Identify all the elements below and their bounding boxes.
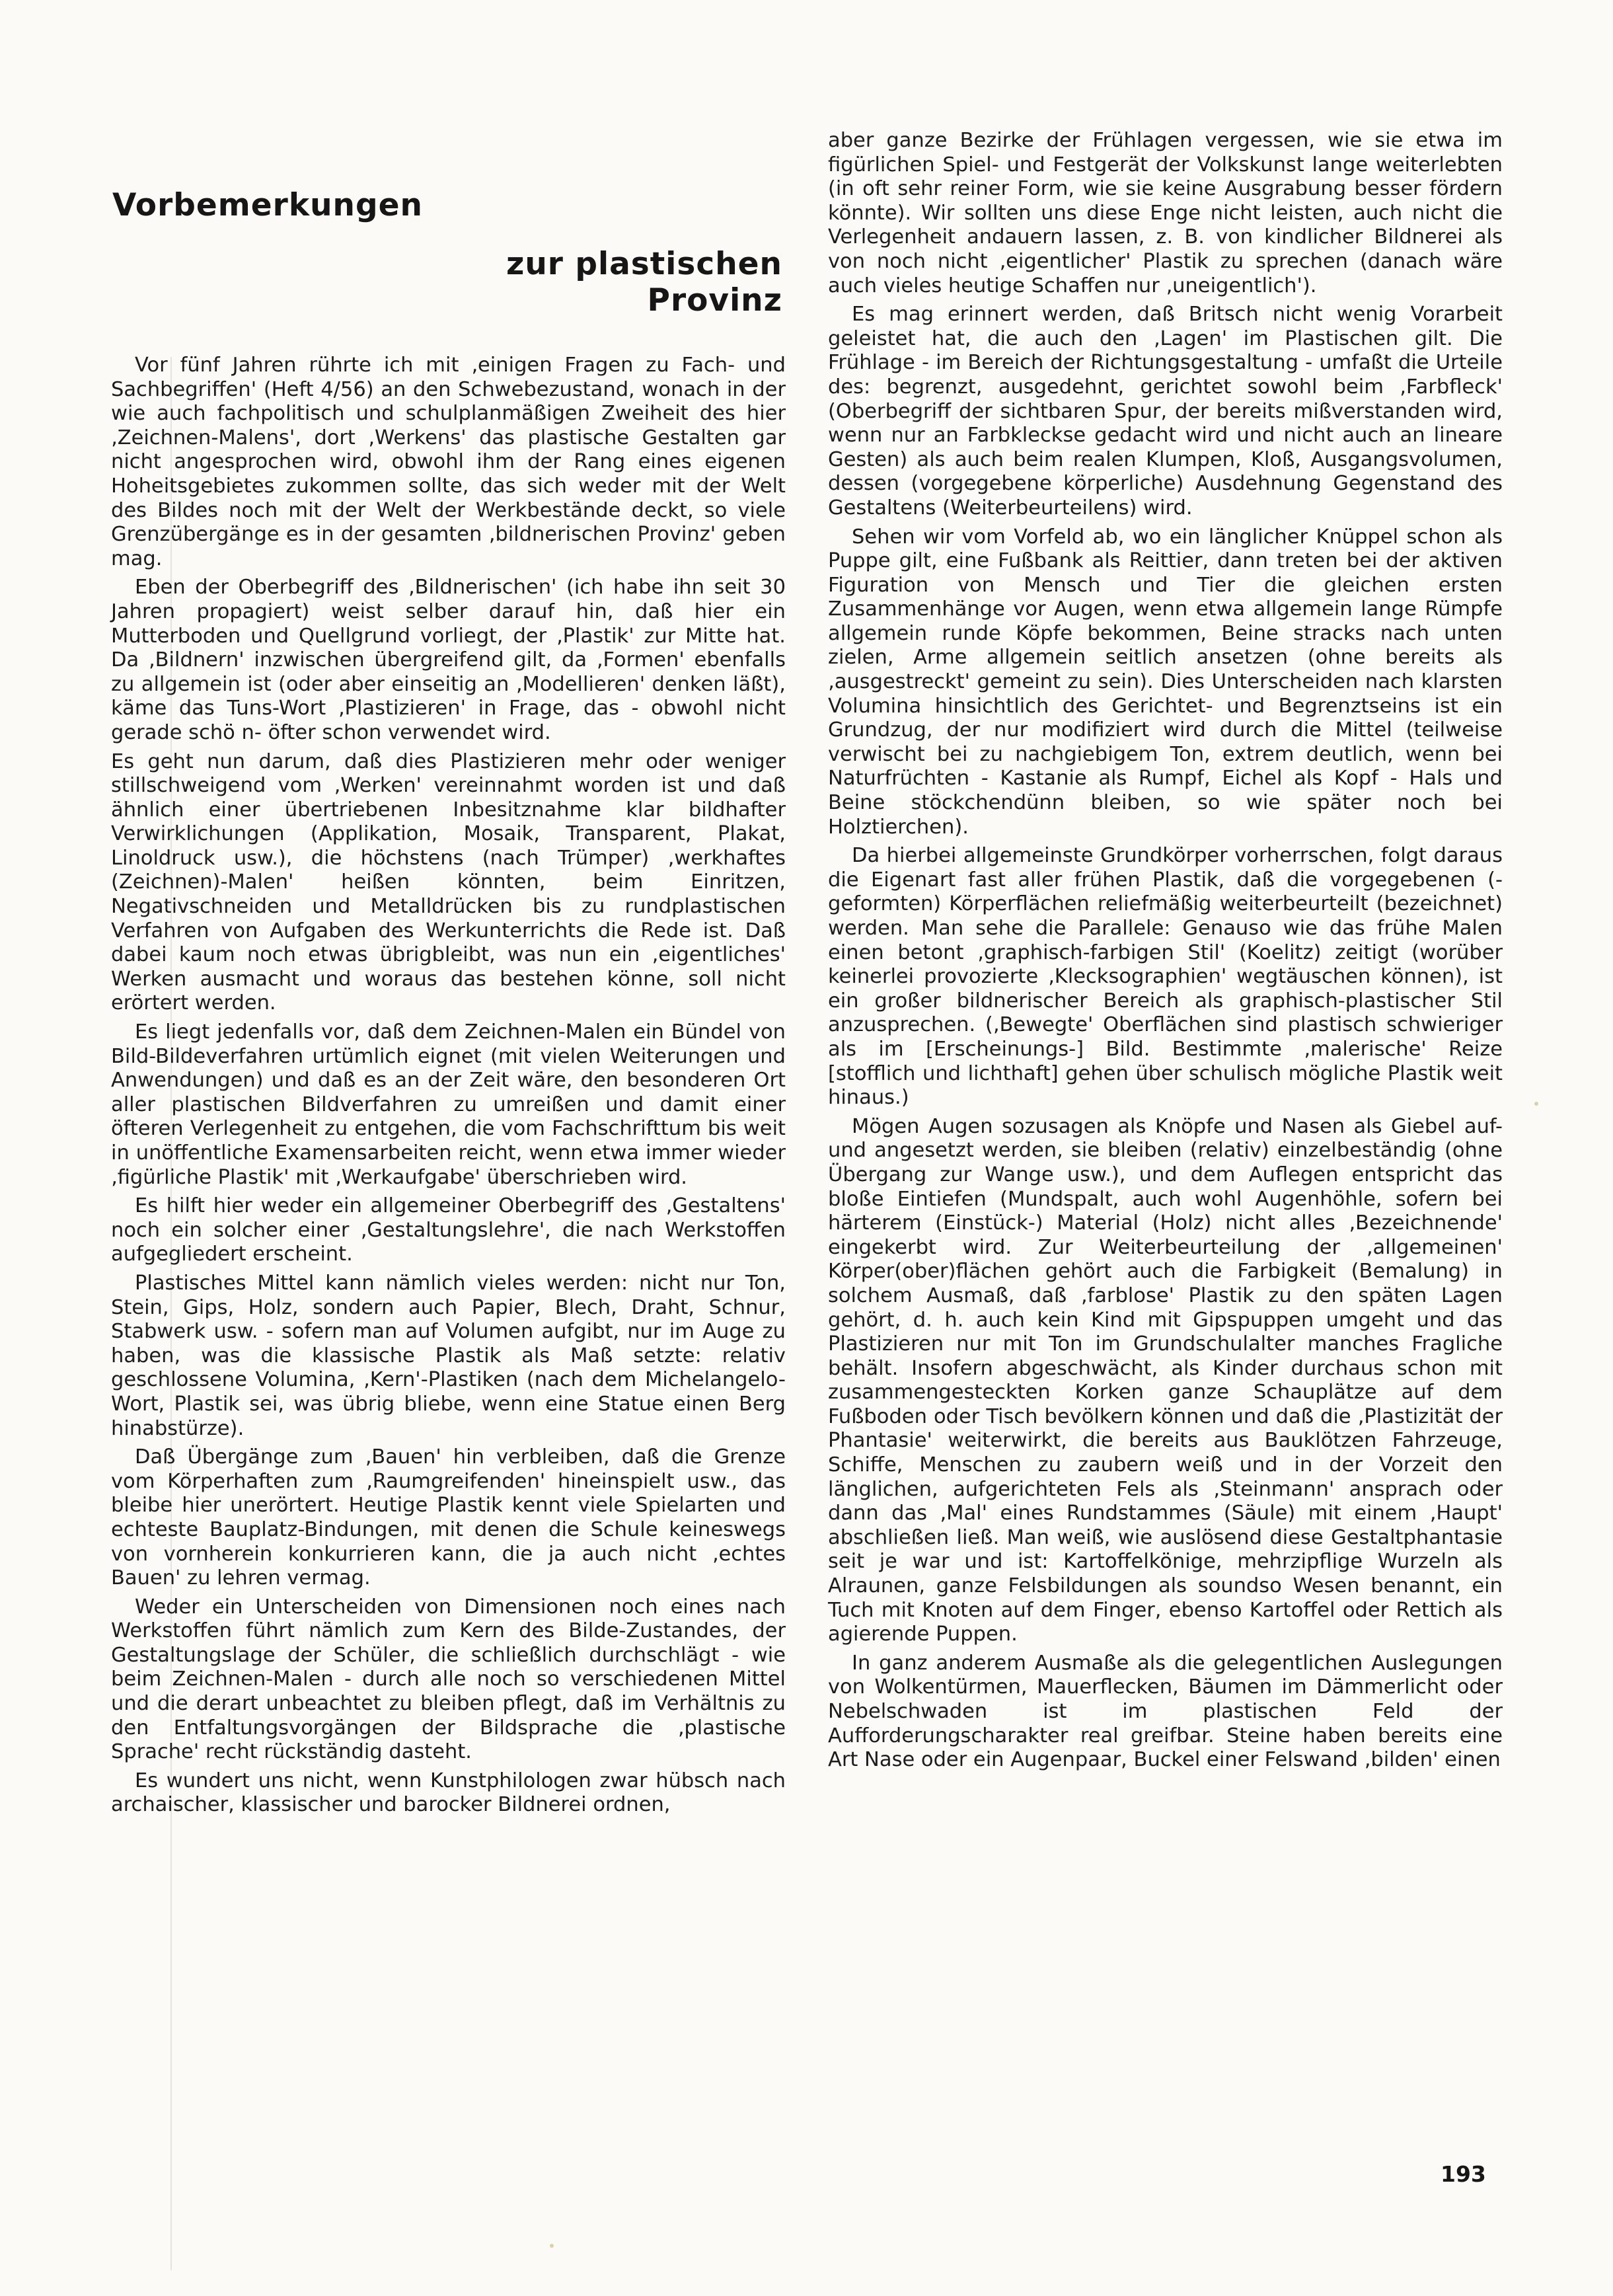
paragraph: Sehen wir vom Vorfeld ab, wo ein länglicher Knüppel schon als Puppe gilt, eine Fußbank als Reittier, dann treten bei der aktiven Figuration von Mensch und Tier die gleichen ersten Zusammenhänge vor Augen, wenn etwa allgemein lange Rümpfe allgemein runde Köpfe bekommen, Beine stracks nach unten zielen, Arme allgemein seitlich ansetzen (ohne bereits als ‚ausgestreckt' gemeint zu sein). Dies Unterscheiden nach klarsten Volumina hinsichtlich des Gerichtet- und Begrenztseins ist ein Grundzug, der nur modifiziert wird durch die Mittel (teilweise verwischt bei zu nachgiebigem Ton, extrem deutlich, wenn bei Naturfrüchten - Kastanie als Rumpf, Eichel als Kopf - Hals und Beine stöckchendünn bleiben, so wie später noch bei Holztierchen). xyxy=(828,525,1503,839)
paragraph: Mögen Augen sozusagen als Knöpfe und Nasen als Giebel auf- und angesetzt werden, sie bleiben (relativ) einzelbeständig (ohne Übergang zur Wange usw.), und dem Auflegen entspricht das bloße Eintiefen (Mundspalt, auch wohl Augenhöhle, sofern bei härterem (Einstück-) Material (Holz) nicht alles ‚Bezeichnende' eingekerbt wird. Zur Weiterbeurteilung der ‚allgemeinen' Körper(ober)flächen gehört auch die Farbigkeit (Bemalung) in solchem Ausmaß, daß ‚farblose' Plastik zu den späten Lagen gehört, d. h. auch kein Kind mit Gipspuppen umgeht und das Plastizieren nur mit Ton im Grundschulalter manches Fragliche behält. Insofern abgeschwächt, als Kinder durchaus schon mit zusammengesteckten Korken ganze Schauplätze auf dem Fußboden oder Tisch bevölkern können und daß die ‚Plastizität der Phantasie' weiterwirkt, die bereits aus Bauklötzen Fahrzeuge, Schiffe, Menschen zu zaubern weiß und in der Vorzeit den länglichen, aufgerichteten Fels als ‚Steinmann' ansprach oder dann das ‚Mal' eines Rundstammes (Säule) mit einem ‚Haupt' abschließen ließ. Man weiß, wie auslösend diese Gestaltphantasie seit je war und ist: Kartoffelkönige, mehrzipflige Wurzeln als Alraunen, ganze Felsbildungen als soundso Wesen benannt, ein Tuch mit Knoten auf dem Finger, ebenso Kartoffel oder Rettich als agierende Puppen. xyxy=(828,1114,1503,1646)
text-column-left xyxy=(111,354,786,1822)
paper-speck xyxy=(1534,1102,1538,1106)
paragraph: Es mag erinnert werden, daß Britsch nicht wenig Vorarbeit geleistet hat, die auch den ‚Lagen' im Plastischen gilt. Die Frühlage - im Bereich der Richtungsgestaltung - umfaßt die Urteile des: begrenzt, ausgedehnt, gerichtet sowohl beim ‚Farbfleck' (Oberbegriff der sichtbaren Spur, der bereits mißverstanden wird, wenn nur an Farbkleckse gedacht wird und nicht auch an lineare Gesten) als auch beim realen Klumpen, Kloß, Ausgangsvolumen, dessen (vorgegebene körperliche) Ausdehnung Gegenstand des Gestaltens (Weiterbeurteilens) wird. xyxy=(828,303,1503,519)
paragraph: Es wundert uns nicht, wenn Kunstphilologen zwar hübsch nach archaischer, klassischer und barocker Bildnerei ordnen, xyxy=(111,1769,786,1817)
paragraph: Plastisches Mittel kann nämlich vieles werden: nicht nur Ton, Stein, Gips, Holz, sondern auch Papier, Blech, Draht, Schnur, Stabwerk usw. - sofern man auf Volumen aufgibt, nur im Auge zu haben, was die klassische Plastik als Maß setzte: relativ geschlossene Volumina, ‚Kern'-Plastiken (nach dem Michelangelo-Wort, Plastik sei, was übrig bliebe, wenn eine Statue einen Berg hinabstürze). xyxy=(111,1271,786,1440)
paragraph: In ganz anderem Ausmaße als die gelegentlichen Auslegungen von Wolkentürmen, Mauerflecken, Bäumen im Dämmerlicht oder Nebelschwaden ist im plastischen Feld der Aufforderungscharakter real greifbar. Steine haben bereits eine Art Nase oder ein Augenpaar, Buckel einer Felswand ‚bilden' einen xyxy=(828,1651,1503,1772)
paragraph: Da hierbei allgemeinste Grundkörper vorherrschen, folgt daraus die Eigenart fast aller frühen Plastik, daß die vorgegebenen (-geformten) Körperflächen reliefmäßig weiterbeurteilt (bezeichnet) werden. Man sehe die Parallele: Genauso wie das frühe Malen einen betont ‚graphisch-farbigen Stil' (Koelitz) zeitigt (worüber keinerlei provozierte ‚Klecksographien' wegtäuschen können), ist ein großer bildnerischer Bereich als graphisch-plastischer Stil anzusprechen. (‚Bewegte' Oberflächen sind plastisch schwieriger als im [Erscheinungs-] Bild. Bestimmte ‚malerische' Reize [stofflich und lichthaft] gehen über schulisch mögliche Plastik weit hinaus.) xyxy=(828,844,1503,1110)
article-title-line1: Vorbemerkungen xyxy=(112,187,423,223)
paper-speck xyxy=(550,2244,554,2248)
paragraph: Es liegt jedenfalls vor, daß dem Zeichnen-Malen ein Bündel von Bild-Bildeverfahren urtümlich eignet (mit vielen Weiterungen und Anwendungen) und daß es an der Zeit wäre, den besonderen Ort aller plastischen Bildverfahren zu umreißen und damit einer öfteren Verlegenheit zu entgehen, die vom Fachschrifttum bis weit in unöffentliche Examensarbeiten reicht, wenn etwa immer wieder ‚figürliche Plastik' mit ‚Werkaufgabe' überschrieben wird. xyxy=(111,1020,786,1189)
paragraph: Daß Übergänge zum ‚Bauen' hin verbleiben, daß die Grenze vom Körperhaften zum ‚Raumgreifenden' hineinspielt usw., das bleibe hier unerörtert. Heutige Plastik kennt viele Spielarten und echteste Bauplatz-Bindungen, mit denen die Schule keineswegs von vornherein konkurrieren kann, die ja auch nicht ‚echtes Bauen' zu lehren vermag. xyxy=(111,1445,786,1590)
paragraph: Es hilft hier weder ein allgemeiner Oberbegriff des ‚Gestaltens' noch ein solcher einer ‚Gestaltungslehre', die nach Werkstoffen aufgegliedert erscheint. xyxy=(111,1194,786,1266)
page-number: 193 xyxy=(1441,2161,1486,2187)
paragraph: Es geht nun darum, daß dies Plastizieren mehr oder weniger stillschweigend vom ‚Werken' vereinnahmt worden ist und daß ähnlich einer übertriebenen Inbesitznahme klar bildhafter Verwirklichungen (Applikation, Mosaik, Transparent, Plakat, Linoldruck usw.), die höchstens (nach Trümper) ‚werkhaftes (Zeichnen)-Malen' heißen könnten, beim Einritzen, Negativschneiden und Metalldrücken bis zu rundplastischen Verfahren von Aufgaben des Werkunterrichts die Rede ist. Daß dabei kaum noch etwas übrigbleibt, was nun ein ‚eigentliches' Werken ausmacht und woraus das bestehen könne, soll nicht erörtert werden. xyxy=(111,749,786,1015)
paragraph: Eben der Oberbegriff des ‚Bildnerischen' (ich habe ihn seit 30 Jahren propagiert) weist selber darauf hin, daß hier ein Mutterboden und Quellgrund vorliegt, der ‚Plastik' zur Mitte hat. Da ‚Bildnern' inzwischen übergreifend gilt, da ‚Formen' ebenfalls zu allgemein ist (oder aber einseitig an ‚Modellieren' denken läßt), käme das Tuns-Wort ‚Plastizieren' in Frage, das - obwohl nicht gerade schö n- öfter schon verwendet wird. xyxy=(111,576,786,744)
text-column-right xyxy=(828,129,1503,1777)
article-title-line2: zur plastischen Provinz xyxy=(506,246,782,319)
paragraph: aber ganze Bezirke der Frühlagen vergessen, wie sie etwa im figürlichen Spiel- und Festgerät der Volkskunst lange weiterlebten (in oft sehr reiner Form, wie sie keine Ausgrabung besser fördern könnte). Wir sollten uns diese Enge nicht leisten, auch nicht die Verlegenheit andauern lassen, z. B. von kindlicher Bildnerei als von noch nicht ‚eigentlicher' Plastik zu sprechen (danach wäre auch vieles heutige Schaffen nur ‚uneigentlich'). xyxy=(828,129,1503,297)
paragraph: Weder ein Unterscheiden von Dimensionen noch eines nach Werkstoffen führt nämlich zum Kern des Bilde-Zustandes, der Gestaltungslage der Schüler, die schließlich durchschlägt - wie beim Zeichnen-Malen - durch alle noch so verschiedenen Mittel und die derart unbeachtet zu bleiben pflegt, daß im Verhältnis zu den Entfaltungsvorgängen der Bildsprache die ‚plastische Sprache' recht rückständig dasteht. xyxy=(111,1595,786,1764)
paragraph: Vor fünf Jahren rührte ich mit ‚einigen Fragen zu Fach- und Sachbegriffen' (Heft 4/56) an den Schwebezustand, wonach in der wie auch fachpolitisch und schulplanmäßigen Zweiheit des hier ‚Zeichnen-Malens', dort ‚Werkens' das plastische Gestalten gar nicht angesprochen wird, obwohl ihm der Rang eines eigenen Hoheitsgebietes zukommen sollte, das sich weder mit der Welt des Bildes noch mit der Welt der Werkbestände deckt, so viele Grenzübergänge es in der gesamten ‚bildnerischen Provinz' geben mag. xyxy=(111,354,786,570)
